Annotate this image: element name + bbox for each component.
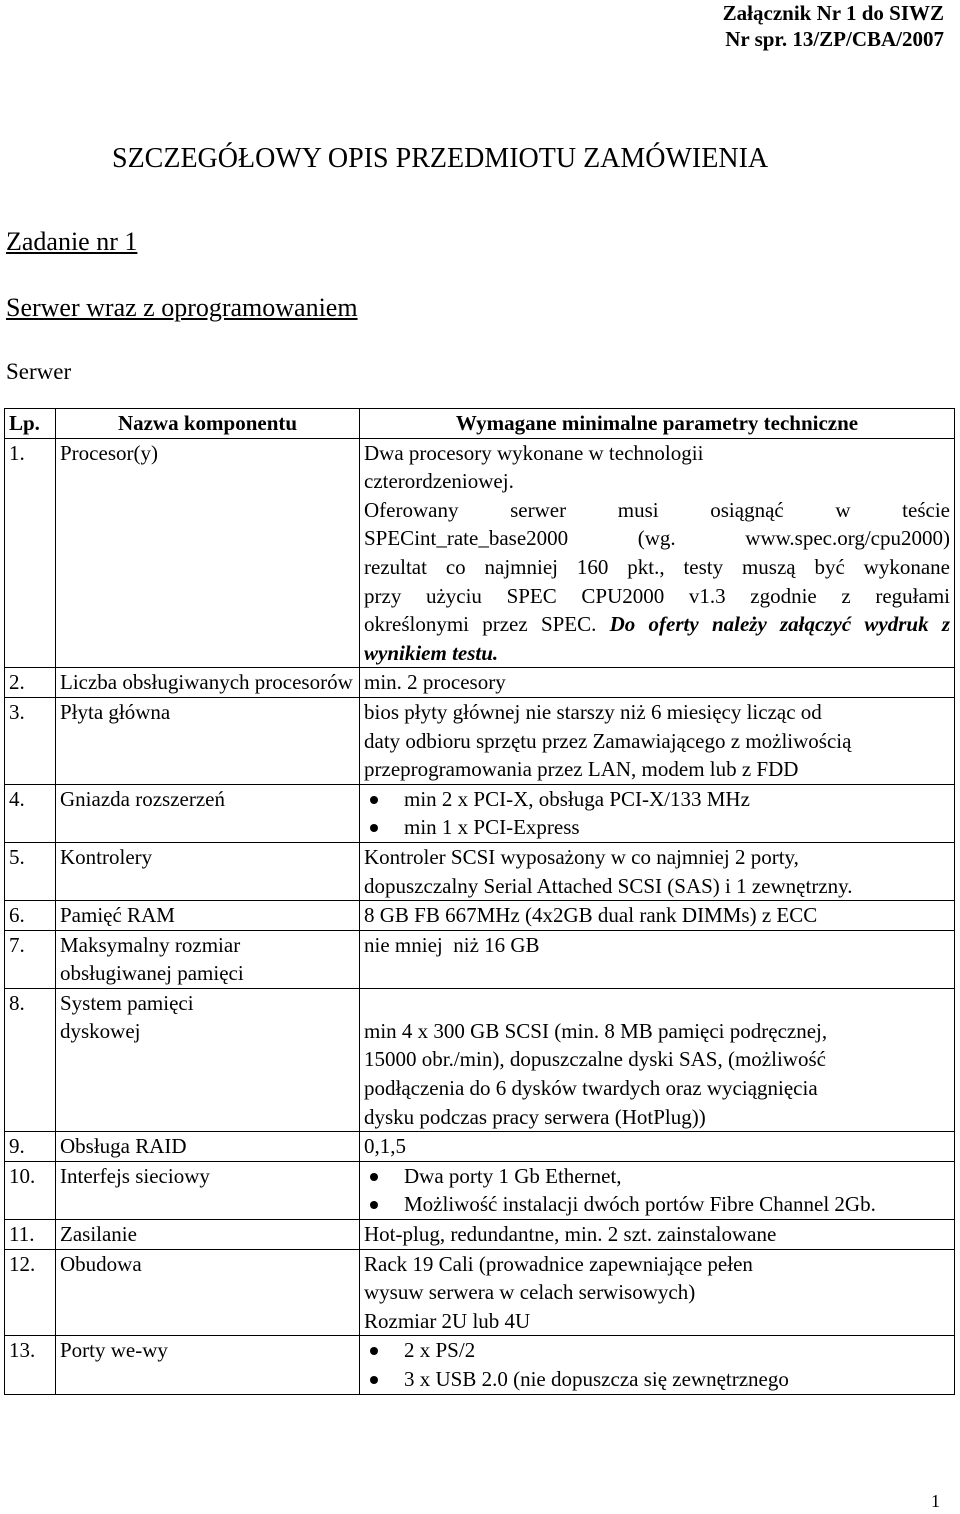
row-number: 11.	[5, 1220, 56, 1250]
requirement-line	[364, 610, 950, 667]
requirement-cell: 8 GB FB 667MHz (4x2GB dual rank DIMMs) z ECC	[360, 901, 955, 931]
bullet-list	[364, 1336, 950, 1393]
row-number: 7.	[5, 930, 56, 988]
requirement-line: przy użyciu SPEC CPU2000 v1.3 zgodnie z regułami	[364, 583, 950, 608]
row-number: 13.	[5, 1336, 56, 1394]
document-title: SZCZEGÓŁOWY OPIS PRZEDMIOTU ZAMÓWIENIA	[112, 143, 769, 174]
bullet-item: min 2 x PCI-X, obsługa PCI-X/133 MHz	[364, 785, 950, 814]
subtitle-heading: Serwer wraz z oprogramowaniem	[6, 293, 358, 322]
requirement-line: bios płyty głównej nie starszy niż 6 miesięcy licząc od	[364, 699, 822, 724]
requirement-text: określonymi przez SPEC.	[364, 612, 597, 637]
component-name: Płyta główna	[56, 697, 360, 784]
component-name: Zasilanie	[56, 1220, 360, 1250]
requirement-line: rezultat co najmniej 160 pkt., testy muszą być wykonane	[364, 554, 950, 579]
row-number: 5.	[5, 842, 56, 900]
requirement-emphasis: Do oferty należy załączyć wydruk z wynikiem testu.	[364, 612, 950, 665]
component-name: Procesor(y)	[56, 438, 360, 668]
task-heading: Zadanie nr 1	[6, 227, 138, 256]
requirement-cell	[360, 697, 955, 784]
requirement-cell	[360, 1249, 955, 1336]
column-header-lp: Lp.	[5, 409, 56, 439]
bullet-item: min 1 x PCI-Express	[364, 813, 950, 842]
table-row	[5, 1336, 955, 1394]
requirement-line: Kontroler SCSI wyposażony w co najmniej 2 porty,	[364, 844, 799, 869]
column-header-requirements: Wymagane minimalne parametry techniczne	[360, 409, 955, 439]
row-number: 10.	[5, 1161, 56, 1219]
requirement-cell	[360, 784, 955, 842]
row-number: 9.	[5, 1132, 56, 1162]
requirement-line: min 4 x 300 GB SCSI (min. 8 MB pamięci podręcznej,	[364, 1018, 828, 1043]
component-name: System pamięci dyskowej	[56, 988, 360, 1131]
section-heading: Serwer	[6, 359, 72, 384]
bullet-item: 3 x USB 2.0 (nie dopuszcza się zewnętrznego	[364, 1365, 950, 1394]
row-number: 4.	[5, 784, 56, 842]
bullet-item: 2 x PS/2	[364, 1336, 950, 1365]
requirement-cell: 0,1,5	[360, 1132, 955, 1162]
table-row	[5, 901, 955, 931]
bullet-item: Dwa porty 1 Gb Ethernet,	[364, 1162, 950, 1191]
component-name: Obudowa	[56, 1249, 360, 1336]
table-row	[5, 1161, 955, 1219]
component-name: Porty we-wy	[56, 1336, 360, 1394]
requirement-line: dysku podczas pracy serwera (HotPlug))	[364, 1104, 706, 1129]
requirement-line: wysuw serwera w celach serwisowych)	[364, 1280, 696, 1305]
table-row	[5, 784, 955, 842]
requirement-line: przeprogramowania przez LAN, modem lub z FDD	[364, 757, 799, 782]
table-row	[5, 988, 955, 1131]
requirement-cell	[360, 438, 955, 668]
component-name: Pamięć RAM	[56, 901, 360, 931]
bullet-item: Możliwość instalacji dwóch portów Fibre Channel 2Gb.	[364, 1190, 950, 1219]
table-header-row	[5, 409, 955, 439]
component-name: Maksymalny rozmiar obsługiwanej pamięci	[56, 930, 360, 988]
requirement-line: daty odbioru sprzętu przez Zamawiającego z możliwością	[364, 728, 852, 753]
row-number: 12.	[5, 1249, 56, 1336]
attachment-header	[723, 0, 944, 52]
row-number: 8.	[5, 988, 56, 1131]
component-name: Gniazda rozszerzeń	[56, 784, 360, 842]
table-row	[5, 930, 955, 988]
attachment-line: Załącznik Nr 1 do SIWZ	[722, 1, 944, 25]
table-row	[5, 1132, 955, 1162]
requirement-line: Rack 19 Cali (prowadnice zapewniające pełen	[364, 1251, 753, 1276]
table-row	[5, 1249, 955, 1336]
requirement-cell	[360, 1161, 955, 1219]
table-row	[5, 842, 955, 900]
requirement-line: 15000 obr./min), dopuszczalne dyski SAS, (możliwość	[364, 1047, 826, 1072]
component-name: Kontrolery	[56, 842, 360, 900]
requirement-line: SPECint_rate_base2000 (wg. www.spec.org/cpu2000)	[364, 526, 950, 551]
specification-table	[4, 408, 955, 1395]
bullet-list	[364, 785, 950, 842]
component-name: Liczba obsługiwanych procesorów	[56, 668, 360, 698]
requirement-cell	[360, 1336, 955, 1394]
table-row	[5, 697, 955, 784]
page-number: 1	[931, 1491, 940, 1511]
requirement-cell: Hot-plug, redundantne, min. 2 szt. zainstalowane	[360, 1220, 955, 1250]
row-number: 2.	[5, 668, 56, 698]
requirement-line: podłączenia do 6 dysków twardych oraz wyciągnięcia	[364, 1076, 818, 1101]
requirement-line: Rozmiar 2U lub 4U	[364, 1308, 531, 1333]
requirement-cell	[360, 842, 955, 900]
row-number: 6.	[5, 901, 56, 931]
case-number-line: Nr spr. 13/ZP/CBA/2007	[725, 27, 944, 51]
row-number: 3.	[5, 697, 56, 784]
requirement-line: Dwa procesory wykonane w technologii	[364, 440, 704, 465]
requirement-line: czterordzeniowej.	[364, 469, 514, 494]
table-row	[5, 1220, 955, 1250]
component-name: Interfejs sieciowy	[56, 1161, 360, 1219]
requirement-cell	[360, 988, 955, 1131]
requirement-cell: nie mniej niż 16 GB	[360, 930, 955, 988]
bullet-list	[364, 1162, 950, 1219]
requirement-cell: min. 2 procesory	[360, 668, 955, 698]
column-header-component: Nazwa komponentu	[56, 409, 360, 439]
row-number: 1.	[5, 438, 56, 668]
requirement-line: Oferowany serwer musi osiągnąć w teście	[364, 497, 950, 522]
table-row	[5, 438, 955, 668]
table-row	[5, 668, 955, 698]
requirement-line: dopuszczalny Serial Attached SCSI (SAS) i 1 zewnętrzny.	[364, 873, 853, 898]
component-name: Obsługa RAID	[56, 1132, 360, 1162]
